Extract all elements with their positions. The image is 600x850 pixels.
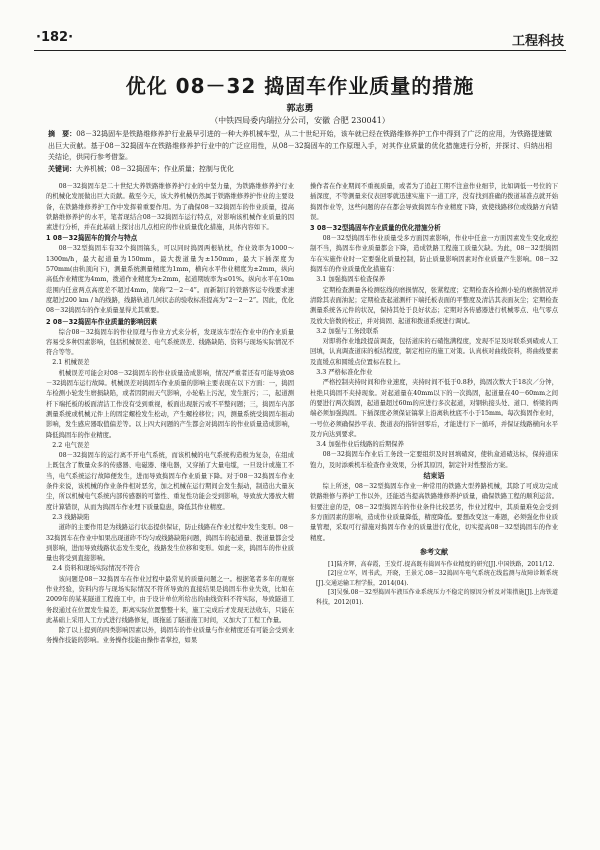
subsection-heading: 3.1 加强捣固车检查保养 bbox=[316, 276, 385, 284]
keywords-text: 大养机械；08－32捣固车；作业质量；控制与优化 bbox=[76, 165, 234, 173]
body-paragraph: 机械误差可能会对08－32捣固车的作业质量造成影响，情况严重者还有可能导致08－32捣固车运行故障。机械误差对捣固车作业质量的影响主要表现在以下方面：一，捣固车检测小轮发生磨损缺陷，或者因阴雨天气影响，小轮粘上污泥，发生脏污；二，起道测杆下端托板的板面清洁工作没有受到重视，板面出现脏污或不平整问题；三，捣固车内部测量系统或机械元件上的固定螺栓发生松动，产生螺栓移位；四，测量系统受捣固车振动影响，发生感应器取值偏差等。以上四大问题的产生都会对捣固车的作业质量造成影响，降低捣固车的作业精度。 bbox=[46, 369, 294, 439]
journal-name: 工程科技 bbox=[511, 34, 564, 49]
body-paragraph: 操作者在作业期间不重视质量，或者为了追赶工期不注意作业细节，比如调低一号位的下插深度，不等测量来仪表回零就迅速实施下一道工序，没有找到准确的拨道基准点就开始捣固作业等，这些问题的存在都会导致捣固车作业精度下降，致使线路移位或线路方向错误。 bbox=[310, 183, 558, 221]
body-paragraph: 道砟的主要作用是为线路运行状态提供保证，防止线路在作业过程中发生变形。08－32捣固车在作业中如果出现道砟不均匀或线路缺陷问题，捣固车的起道量、拨道量都会受到影响，进而导致线路状态发生变化，线路发生位移和变形。如此一来，捣固车的作业质量也将受到直接影响。 bbox=[46, 524, 294, 563]
article-author: 郭志勇 bbox=[286, 104, 314, 114]
reference-item: [1]陆齐辉，高春霞，王发灯.提高既有捣固车作业精度的研究[J].中国铁路，2011/12. bbox=[328, 560, 555, 568]
subsection-heading: 3.2 加强与工务段联系 bbox=[316, 327, 379, 335]
subsection-heading: 2.4 资料和现场实际情况不符合 bbox=[52, 565, 140, 573]
subsection-heading: 2.1 机械误差 bbox=[52, 359, 90, 367]
body-paragraph: 综合08－32捣固车的作业原理与作业方式来分析，发现该车型在作业中的作业质量容易受多种因素影响，包括机械误差、电气系统误差、线路缺陷、资料与现场实际情况不符合等等。 bbox=[46, 328, 294, 357]
subsection-heading: 2.2 电气误差 bbox=[52, 441, 90, 449]
abstract bbox=[48, 129, 552, 164]
reference-item: [3]吴强.08－32型捣固车液压作业系统压力不稳定的原因分析及对策措施[J].上海铁道科技，2012(01). bbox=[316, 589, 558, 606]
body-paragraph: 对即将作业地段提前调查，包括道床的石碴饱满程度，发现不足及时联系到碴或人工回填，认真调查道床的板结程度，制定相应的施工对策。认真核对曲线资料，将曲线要素及直缓点和圆缓点位置标在股上。 bbox=[310, 338, 558, 366]
section-heading: 1 08－32捣固车的简介与特点 bbox=[46, 234, 138, 243]
body-paragraph: 08－32型捣固车作业质量受多方面因素影响，作业中任意一方面因素发生变化或控制不当，捣固车作业质量都会下降，造成铁路工程施工质量欠缺。为此，08－32型捣固车在实施作业时一定要强化质量控制，防止质量影响因素对作业质量产生影响。08－32捣固车的作业质量优化措施有： bbox=[310, 235, 558, 274]
body-paragraph: 该问题是08－32捣固车在作业过程中最常见的质量问题之一。根据笔者多年的观察作业经验，资料内容与现场实际情况不符所导致的直接结果是捣固车作业失效，比如在2009年的某某隧道工程施工中，由于设计单位所给出的曲线资料不符实际，导致隧道工务段通过在位置发生偏差，距离实际位置整整十米，施工完成后才发现无法收车，只能在此基础上采用人工方式进行线路修复，既拖延了隧道施工时间，又加大了工程工作量。 bbox=[46, 575, 294, 624]
page-number: ·182· bbox=[36, 30, 74, 45]
body-paragraph: 08－32型捣固车有32个捣固镐头，可以同时捣固两根轨枕，作业效率为1000～1300m/h，最大起道量为150mm，最大拨道量为±150mm，最大下插深度为570mm(由轨顶向下)，测量系统测量精度为1mm，横向水平作业精度为±2mm，纵向高低作业精度为4mm，拨道作业精度为±2mm，起道期坡率为≤01%。纵向水平在10m范围内任意两点高度差不超过4mm，简称“2－2－4”。而新制订的铁路客运专线要求速度超过200 km / h的线路，线路轨道几何状态的验收标准提高为“2－2－2”。因此，优化08－32捣固车的作业质量显得尤其重要。 bbox=[46, 245, 294, 315]
left-column bbox=[46, 182, 294, 647]
page-header bbox=[22, 26, 578, 48]
reference-item: [2]应立军，周书武，开晓，王景元.08－32捣固车电气系统在线监测与故障诊断系统[J].交通运输工程学报，2014(04). bbox=[316, 570, 558, 587]
body-paragraph: 定期检查测量各检测弦线的磨损情况，张紧程度；定期检查各检测小轮的磨损情况并清除其表面油泥；定期检查起道测杆下端托板表面的平整度及清洁其表面灰尘；定期检查测量系统各元件的状况，保持其处于良好状态；定期对各传感器进行机械零点、电气零点及放大倍数的校正，并对捣固、起道和拨道系统进行调试。 bbox=[310, 286, 558, 325]
body-paragraph: 08－32捣固车作业后工务段一定要组织及时回填碴窝，使轨盒道碴达标，保持道床饱力，及时添乘机车检查作业效果，分析其原因，制定针对性整治方案。 bbox=[310, 451, 558, 469]
intro-paragraph: 08－32捣固车是二十世纪大养铁路维修养护行业的中坚力量，为铁路维修养护行业的机械化发展做出巨大贡献。截至今天，该大养机械仍然属于铁路维修养护作业的主要设备，在铁路维修养护工作中发挥着重要作用。为了确保08－32捣固车的作业质量，提高铁路维修养护的水平，笔者现结合08－32捣固车运行特点，对影响该机械作业质量的因素进行分析，并在此基础上探讨出几点相应的作业质量优化措施，具体内容如下。 bbox=[46, 183, 294, 232]
section-heading: 2 08－32捣固车作业质量的影响因素 bbox=[46, 317, 157, 326]
references-heading: 参考文献 bbox=[420, 547, 448, 556]
abstract-text: 08－32捣固车是铁路维修养护行业最早引进的一种大养机械车型，从二十世纪开始，该车就已经在铁路维修养护工作中得到了广泛的应用，为铁路提速做出巨大贡献。基于08－32捣固车在铁路维修养护行业中的广泛应用性，从08－32捣固车的工作原理入手，对其作业质量的优化措施进行分析，并探讨、归纳出相关结论，供同行参考借鉴。 bbox=[48, 130, 552, 161]
conclusion-heading: 结束语 bbox=[423, 472, 445, 481]
subsection-heading: 3.3 严格标准化作业 bbox=[316, 369, 373, 377]
body-paragraph: 严格控制夹持时间和作业速度，夹持时间不低于0.8秒，捣固次数大于18次／分钟，杜绝只捣固不夹持现象。对起道量在40mm以下的一次捣固，起道量在40－60mm之间的要进行两次捣固，起道量超过60m的应进行多次起道，对钢轨接头处、道口、桥梁的两端必须加强捣固。下插深度必须保证镐掌上沿离轨枕底不小于15mm。每次捣固作业时，一号位必须确保抄平表、拨道表的指针回零后，才能进行下一循环，并保证线路横向水平及方向达到要求。 bbox=[310, 379, 558, 438]
right-column bbox=[310, 182, 558, 607]
subsection-heading: 3.4 加强作业后线路的后期保养 bbox=[316, 441, 404, 449]
body-paragraph: 除了以上提到的四类影响因素以外，捣固车的作业质量与作业精度还有可能会受到业务操作技能的影响。业务操作技能由操作者掌控，如果 bbox=[46, 627, 294, 645]
body-paragraph: 08－32捣固车的运行离不开电气系统，而该机械的电气系统构造极为复杂，在组成上既包含了数量众多的传感器、电磁器、继电器，又穿插了大量电缆，一旦设计或施工不当，电气系统运行故障便发生，进而导致捣固车作业质量下降。对于08－32捣固车作业条件来说，该机械的作业条件相对恶劣，加之机械在运行期间会发生振动，制造出大量灰尘，所以机械电气系统内部传感器的可靠性、重复性功能会受到影响，导致放大器放大精度计算错误，从而为捣固车作业埋下质量隐患，降低其作业精度。 bbox=[46, 452, 294, 511]
section-heading: 3 08－32型捣固车作业质量的优化措施分析 bbox=[310, 224, 441, 233]
abstract-label: 摘 要： bbox=[48, 130, 77, 138]
keywords-label: 关键词： bbox=[48, 165, 76, 173]
keywords bbox=[48, 164, 552, 175]
subsection-heading: 2.3 线路缺陷 bbox=[52, 513, 90, 521]
conclusion-paragraph: 综上所述，08－32型捣固车作业一种常用的铁路大型养路机械，其除了可成功完成铁路维修与养护工作以外，还能适当提高铁路维修养护质量，确保铁路工程的顺利运营。但要注意的是，08－32型捣固车的作业条件比较恶劣，作业过程中，其质量难免会受到多方面因素的影响，造成作业质量降低，精度降低。要想改变这一难题，必须强化作业质量管理，采取可行措施对捣固车作业的质量进行优化，切实提高08－32型捣固车的作业精度。 bbox=[310, 483, 558, 542]
article-title: 优化 08－32 捣固车作业质量的措施 bbox=[125, 74, 475, 98]
author-affiliation: （中铁四局委内瑞拉分公司，安徽 合肥 230041） bbox=[210, 116, 390, 125]
header-rule bbox=[34, 50, 566, 51]
